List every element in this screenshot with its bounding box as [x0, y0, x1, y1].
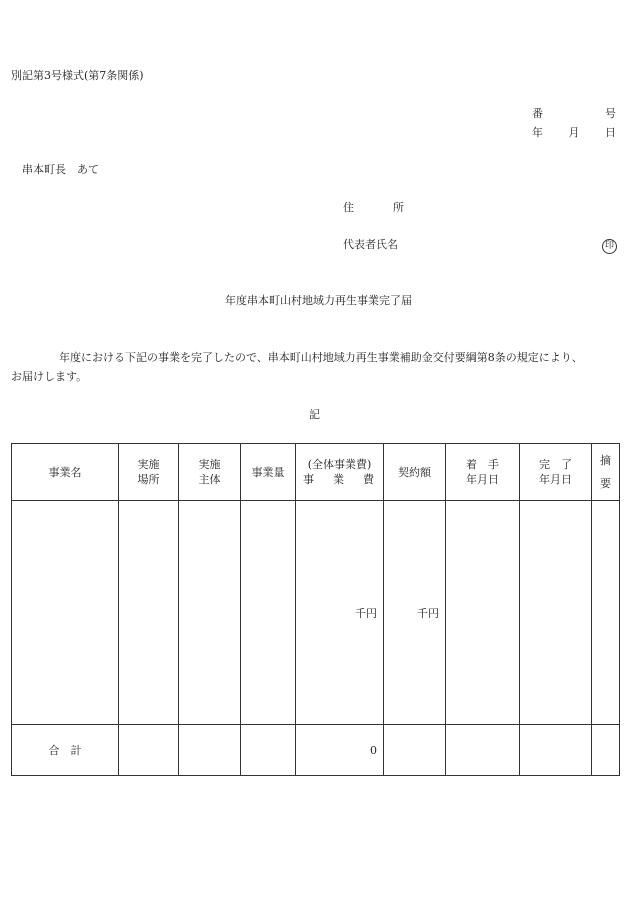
- header-contract: 契約額: [384, 444, 446, 501]
- total-contract: [384, 725, 446, 776]
- header-start-char2: 手: [488, 458, 499, 471]
- header-quantity: 事業量: [241, 444, 296, 501]
- header-end-char2: 了: [561, 458, 572, 471]
- header-start-date: [446, 444, 520, 501]
- header-end-line1: [520, 457, 591, 472]
- header-start-line2: 年月日: [466, 473, 499, 486]
- header-location: [119, 444, 179, 501]
- unit-cost: 千円: [355, 607, 377, 620]
- cell-quantity: [241, 501, 296, 725]
- address-label: [343, 201, 404, 215]
- addressee: 串本町長 あて: [22, 163, 99, 176]
- seal-icon: 印: [602, 239, 617, 254]
- header-cost-char1: 事: [303, 473, 314, 486]
- cell-contract: [384, 501, 446, 725]
- header-cost-char2: 業: [333, 473, 344, 486]
- total-note: [592, 725, 620, 776]
- total-end-date: [520, 725, 592, 776]
- body-text-line1: 年度における下記の事業を完了したので、串本町山村地域力再生事業補助金交付要綱第8条の規定により、: [59, 351, 583, 364]
- header-note: [592, 444, 620, 501]
- table-total-row: [12, 725, 620, 776]
- total-entity: [179, 725, 241, 776]
- header-start-char1: 着: [466, 458, 477, 471]
- cell-end-date: [520, 501, 592, 725]
- header-end-line2: 年月日: [539, 473, 572, 486]
- date-month: 月: [568, 126, 580, 139]
- date-line: [532, 126, 616, 140]
- header-location-line1: 実施: [137, 458, 160, 471]
- total-cost-value: 0: [296, 725, 384, 776]
- number-label: 番: [532, 107, 543, 120]
- body-text-line2: お届けします。: [11, 370, 88, 383]
- date-day: 日: [605, 126, 616, 139]
- header-location-line2: 場所: [137, 473, 160, 486]
- project-table: [11, 443, 620, 776]
- address-label-1: 住: [343, 201, 354, 214]
- unit-contract: 千円: [417, 607, 439, 620]
- header-note-char2: 要: [600, 477, 611, 490]
- cell-location: [119, 501, 179, 725]
- representative-label: 代表者氏名: [343, 238, 398, 251]
- cell-cost: [296, 501, 384, 725]
- header-entity-line2: 主体: [198, 473, 221, 486]
- header-cost-line2: [296, 472, 383, 487]
- header-entity-line1: 実施: [198, 458, 221, 471]
- total-start-date: [446, 725, 520, 776]
- header-start-line1: [446, 457, 519, 472]
- cell-note: [592, 501, 620, 725]
- header-cost: [296, 444, 384, 501]
- number-line: [532, 107, 616, 121]
- total-label: 合 計: [12, 725, 119, 776]
- cell-entity: [179, 501, 241, 725]
- table-body-row: [12, 501, 620, 725]
- table-header-row: [12, 444, 620, 501]
- header-note-char1: 摘: [600, 454, 611, 467]
- header-end-date: [520, 444, 592, 501]
- cell-start-date: [446, 501, 520, 725]
- number-suffix: 号: [605, 107, 616, 120]
- document-title: 年度串本町山村地域力再生事業完了届: [225, 294, 412, 307]
- seal-mark: [602, 238, 617, 254]
- header-project-name: 事業名: [12, 444, 119, 501]
- address-label-2: 所: [393, 201, 404, 214]
- date-year: 年: [532, 126, 543, 139]
- total-location: [119, 725, 179, 776]
- form-reference: 別記第3号様式(第7条関係): [11, 69, 144, 82]
- ki-heading: 記: [309, 408, 320, 421]
- header-cost-line1: (全体事業費): [307, 458, 372, 471]
- header-entity: [179, 444, 241, 501]
- cell-project-name: [12, 501, 119, 725]
- header-cost-char3: 費: [363, 473, 374, 486]
- header-end-char1: 完: [539, 458, 550, 471]
- total-quantity: [241, 725, 296, 776]
